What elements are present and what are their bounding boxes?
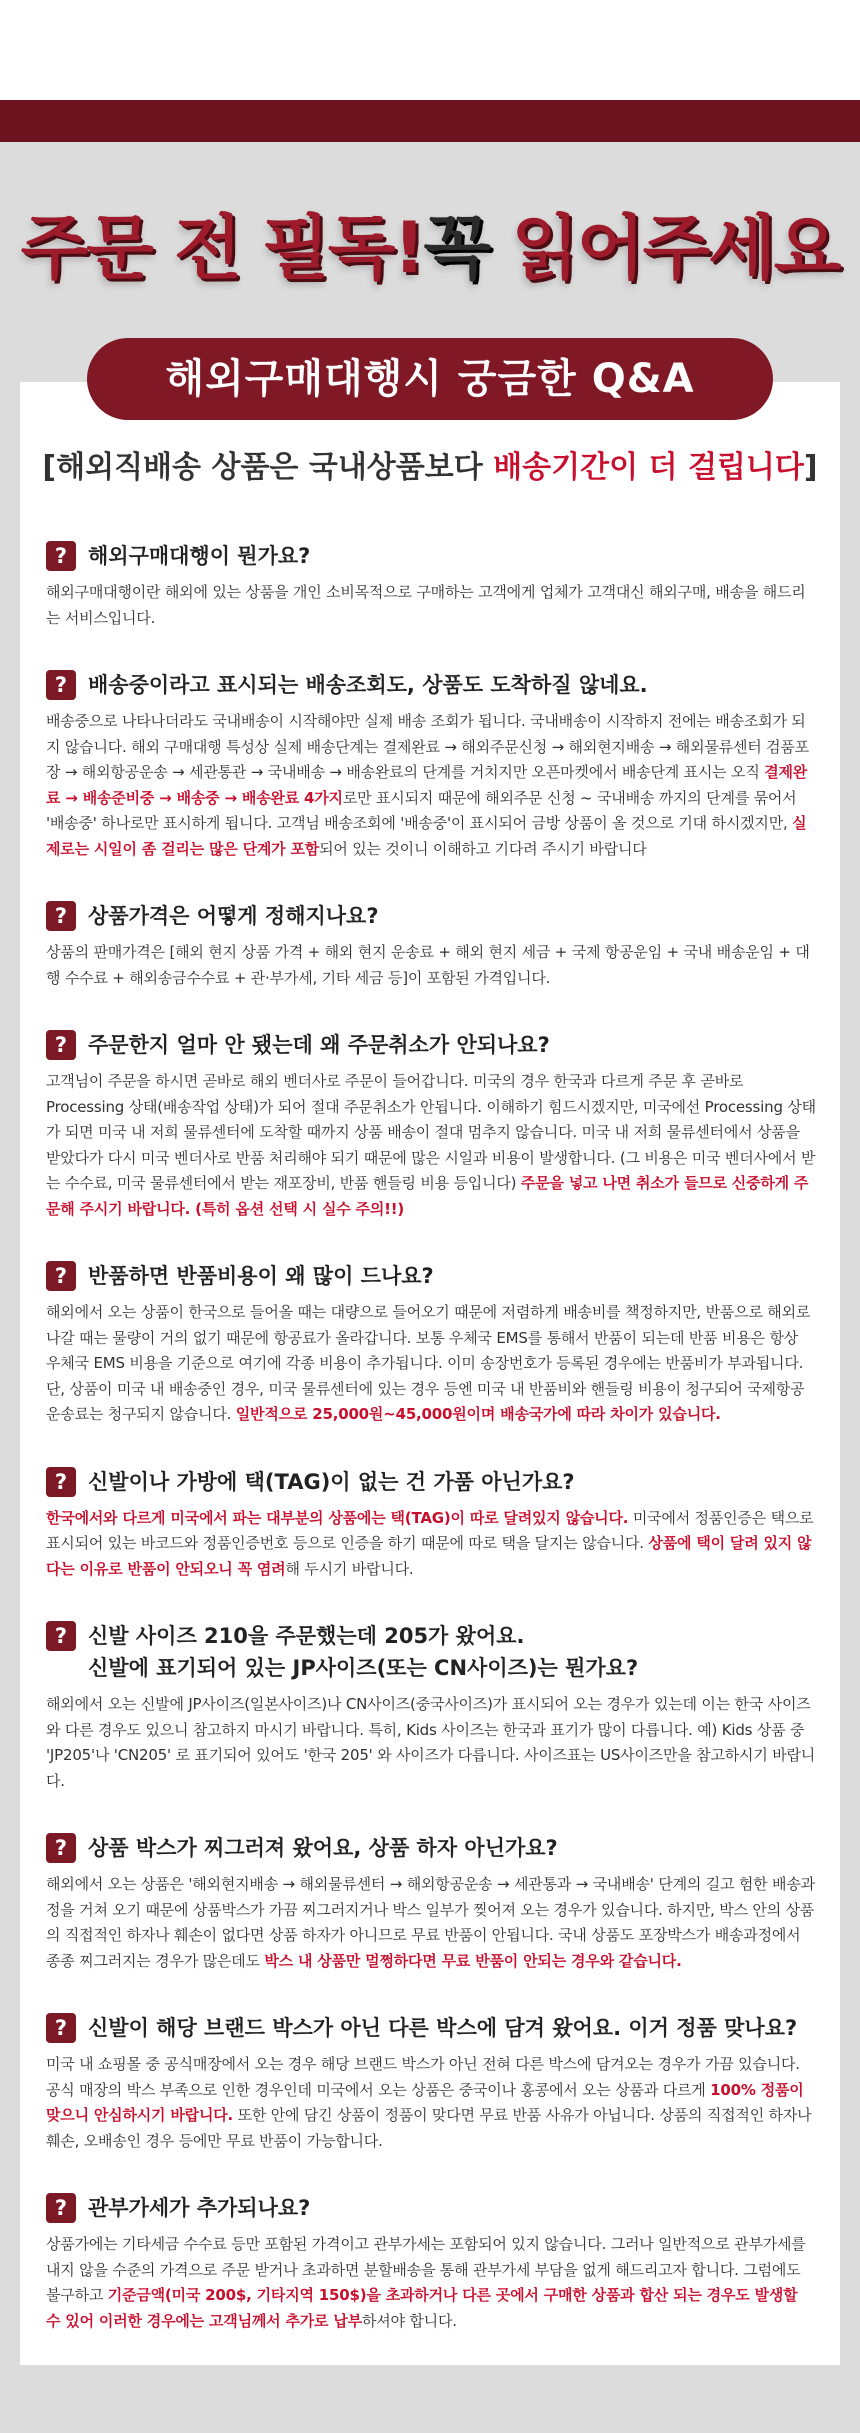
answer-text: 해외에서 오는 상품이 한국으로 들어올 때는 대량으로 들어오기 때문에 저렴하게 배송비를 책정하지만, 반품으로 해외로 나갈 때는 물량이 거의 없기 때문에 항공료가 올라갑니다. 보통 우체국 EMS를 통해서 반품이 되는데 반품 비용은 항상 우체국 EMS 비용을 기준으로 여기에 각종 비용이 추가됩니다. 이미 송장번호가 등록된 경우에는 반품비가 부과됩니다. 단, 상품이 미국 내 배송중인 경우, 미국 물류센터에 있는 경우 등엔 미국 내 반품비와 핸들링 비용이 청구되어 국제항공 운송료는 청구되지 않습니다. [46, 1303, 811, 1423]
answer-highlight: 100% 정품이 맞으니 안심하시기 바랍니다. [46, 2080, 804, 2124]
answer [46, 2052, 816, 2154]
top-banner-bar [0, 100, 860, 142]
answer-text: 하셔야 합니다. [361, 2311, 457, 2330]
question-icon: ? [46, 1467, 76, 1497]
question-text: 반품하면 반품비용이 왜 많이 드나요? [88, 1264, 434, 1288]
title-red-part-2: 읽어주세요 [511, 207, 840, 289]
answer [46, 2232, 816, 2334]
question-icon: ? [46, 541, 76, 571]
answer-highlight: 실제로는 시일이 좀 걸리는 많은 단계가 포함 [46, 814, 807, 858]
answer-text: 해외에서 오는 신발에 JP사이즈(일본사이즈)나 CN사이즈(중국사이즈)가 표시되어 오는 경우가 있는데 이는 한국 사이즈와 다른 경우도 있으니 참고하지 마시기 바랍니다. 특히, Kids 사이즈는 한국과 표기가 많이 다릅니다. 예) Kids 상품 중 'JP205'나 'CN205' 로 표기되어 있어도 '한국 205' 와 사이즈가 다릅니다. 사이즈표는 US사이즈만을 참고하시기 바랍니다. [46, 1695, 816, 1790]
question-icon: ? [46, 2193, 76, 2223]
answer-text: 해 두시기 바랍니다. [285, 1559, 414, 1578]
question [46, 1466, 816, 1498]
qa-item [46, 900, 816, 991]
answer [46, 1300, 816, 1428]
qa-item [46, 2012, 816, 2154]
question-text: 상품 박스가 찌그러져 왔어요, 상품 하자 아닌가요? [88, 1836, 558, 1860]
title-dark-part: 꼭 [423, 207, 512, 289]
question-text: 배송중이라고 표시되는 배송조회도, 상품도 도착하질 않네요. [88, 673, 648, 697]
question-text: 해외구매대행이 뭔가요? [88, 544, 311, 568]
qa-list [46, 540, 816, 2372]
question-text: 관부가세가 추가되나요? [88, 2196, 311, 2220]
question-text: 주문한지 얼마 안 됐는데 왜 주문취소가 안되나요? [88, 1033, 550, 1057]
qa-item [46, 540, 816, 631]
shipping-notice-headline [20, 442, 840, 486]
headline-highlight: 배송기간이 더 걸립니다 [493, 450, 804, 485]
question-text: 신발이나 가방에 택(TAG)이 없는 건 가품 아닌가요? [88, 1469, 575, 1494]
answer-text: 미국 내 쇼핑몰 중 공식매장에서 오는 경우 해당 브랜드 박스가 아닌 전혀 다른 박스에 담겨오는 경우가 가끔 있습니다. 공식 매장의 박스 부족으로 인한 경우인데 미국에서 오는 상품은 중국이나 홍콩에서 오는 상품과 다르게 [46, 2055, 800, 2099]
question-text: 상품가격은 어떻게 정해지나요? [88, 904, 379, 928]
qa-item [46, 1029, 816, 1222]
question-text: 신발 사이즈 210을 주문했는데 205가 왔어요. 신발에 표기되어 있는 JP사이즈(또는 CN사이즈)는 뭔가요? [88, 1624, 639, 1680]
answer-highlight: 주문을 넣고 나면 취소가 들므로 신중하게 주문해 주시기 바랍니다. (특히 옵션 선택 시 실수 주의!!) [46, 1174, 809, 1218]
question [46, 1260, 816, 1292]
answer [46, 580, 816, 631]
qa-item [46, 1832, 816, 1974]
question-text: 신발이 해당 브랜드 박스가 아닌 다른 박스에 담겨 왔어요. 이거 정품 맞나요? [88, 2016, 798, 2040]
qa-item [46, 669, 816, 862]
answer-text: 해외구매대행이란 해외에 있는 상품을 개인 소비목적으로 구매하는 고객에게 업체가 고객대신 해외구매, 배송을 해드리는 서비스입니다. [46, 583, 806, 627]
main-title [0, 192, 860, 293]
qa-item [46, 1466, 816, 1583]
question-icon: ? [46, 2013, 76, 2043]
answer-text: 고객님이 주문을 하시면 곧바로 해외 벤더사로 주문이 들어갑니다. 미국의 경우 한국과 다르게 주문 후 곧바로 Processing 상태(배송작업 상태)가 되어 절대 주문취소가 안됩니다. 이해하기 힘드시겠지만, 미국에선 Processing 상태가 되면 미국 내 저희 물류센터에 도착할 때까지 상품 배송이 절대 멈추지 않습니다. 미국 내 저희 물류센터에서 상품을 받았다가 다시 미국 벤더사로 반품 처리해야 되기 때문에 많은 시일과 비용이 발생합니다. (그 비용은 미국 벤더사에서 받는 수수료, 미국 물류센터에서 받는 재포장비, 반품 핸들링 비용 등입니다) [46, 1072, 816, 1192]
question [46, 1029, 816, 1061]
answer-text: 미국에서 정품인증은 택으로 표시되어 있는 바코드와 정품인증번호 등으로 인증을 하기 때문에 따로 택을 달지는 않습니다. [46, 1508, 814, 1552]
answer-text: 해외에서 오는 상품은 '해외현지배송 → 해외물류센터 → 해외항공운송 → 세관통과 → 국내배송' 단계의 길고 험한 배송과정을 거쳐 오기 때문에 상품박스가 가끔 찌그러지거나 박스 일부가 찢어져 오는 경우가 있습니다. 하지만, 박스 안의 상품의 직접적인 하자나 훼손이 없다면 상품 하자가 아니므로 무료 반품이 안됩니다. 국내 상품도 포장박스가 배송과정에서 종종 찌그러지는 경우가 많은데도 [46, 1875, 815, 1970]
answer [46, 709, 816, 862]
answer-highlight: 상품에 택이 달려 있지 않다는 이유로 반품이 안되오니 꼭 염려 [46, 1534, 812, 1578]
qa-item [46, 1260, 816, 1428]
answer-highlight: 결제완료 → 배송준비중 → 배송중 → 배송완료 4가지 [46, 763, 808, 807]
question-icon: ? [46, 1261, 76, 1291]
question-icon: ? [46, 901, 76, 931]
question [46, 540, 816, 572]
answer-highlight: 박스 내 상품만 멀쩡하다면 무료 반품이 안되는 경우와 같습니다. [264, 1951, 682, 1970]
qa-item [46, 2192, 816, 2334]
answer-text: 배송중으로 나타나더라도 국내배송이 시작해야만 실제 배송 조회가 됩니다. 국내배송이 시작하지 전에는 배송조회가 되지 않습니다. 해외 구매대행 특성상 실제 배송단계는 결제완료 → 해외주문신청 → 해외현지배송 → 해외물류센터 검품포장 → 해외항공운송 → 세관통관 → 국내배송 → 배송완료의 단계를 거치지만 오픈마켓에서 배송단계 표시는 오직 [46, 712, 809, 781]
question [46, 1832, 816, 1864]
answer-text: 로만 표시되지 때문에 해외주문 신청 ~ 국내배송 까지의 단계를 묶어서 '배송중' 하나로만 표시하게 됩니다. 고객님 배송조회에 '배송중'이 표시되어 금방 상품이 올 것으로 기대 하시겠지만, [46, 788, 797, 832]
answer-highlight: 기준금액(미국 200$, 기타지역 150$)을 초과하거나 다른 곳에서 구매한 상품과 합산 되는 경우도 발생할 수 있어 이러한 경우에는 고객님께서 추가로 납부 [46, 2286, 798, 2330]
answer [46, 1872, 816, 1974]
answer [46, 1692, 816, 1794]
question-icon: ? [46, 1833, 76, 1863]
qa-section-pill: 해외구매대행시 궁금한 Q&A [87, 338, 773, 420]
answer [46, 940, 816, 991]
question [46, 2012, 816, 2044]
answer-text: 되어 있는 것이니 이해하고 기다려 주시기 바랍니다 [319, 839, 647, 858]
headline-suffix: ] [803, 450, 818, 485]
question [46, 1620, 816, 1684]
title-red-part-1: 주문 전 필독! [20, 207, 424, 289]
answer-text: 상품의 판매가격은 [해외 현지 상품 가격 + 해외 현지 운송료 + 해외 현지 세금 + 국제 항공운임 + 국내 배송운임 + 대행 수수료 + 해외송금수수료 + 관·부가세, 기타 세금 등]이 포함된 가격입니다. [46, 943, 810, 987]
answer [46, 1506, 816, 1583]
qa-item [46, 1620, 816, 1794]
question-icon: ? [46, 670, 76, 700]
answer-highlight: 한국에서와 다르게 미국에서 파는 대부분의 상품에는 택(TAG)이 따로 달려있지 않습니다. [46, 1508, 629, 1527]
answer-text: 상품가에는 기타세금 수수료 등만 포함된 가격이고 관부가세는 포함되어 있지 않습니다. 그러나 일반적으로 관부가세를 내지 않을 수준의 가격으로 주문 받거나 초과하면 분할배송을 통해 관부가세 부담을 없게 해드리고자 합니다. 그럼에도 불구하고 [46, 2235, 806, 2304]
answer [46, 1069, 816, 1222]
question [46, 900, 816, 932]
answer-highlight: 일반적으로 25,000원~45,000원이며 배송국가에 따라 차이가 있습니다. [235, 1405, 721, 1423]
headline-prefix: [해외직배송 상품은 국내상품보다 [42, 450, 494, 485]
answer-text: 또한 안에 담긴 상품이 정품이 맞다면 무료 반품 사유가 아닙니다. 상품의 직접적인 하자나 훼손, 오배송인 경우 등에만 무료 반품이 가능합니다. [46, 2106, 812, 2150]
question-icon: ? [46, 1621, 76, 1651]
question [46, 669, 816, 701]
question-icon: ? [46, 1030, 76, 1060]
question [46, 2192, 816, 2224]
